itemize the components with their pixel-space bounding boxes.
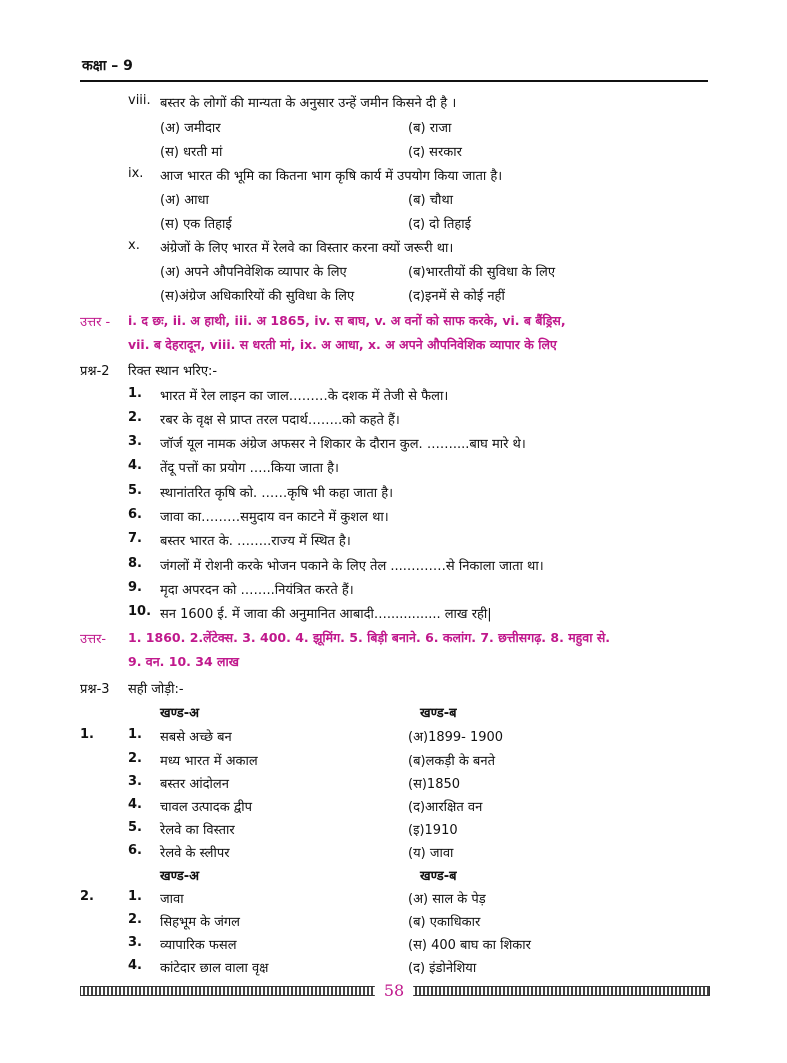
match-row-number: 4. xyxy=(128,797,142,812)
column-header-b: खण्ड-ब xyxy=(420,869,457,884)
match-item-a: चावल उत्पादक द्वीप xyxy=(160,800,253,815)
page-footer xyxy=(80,981,710,1000)
mcq-option: (स)अंग्रेज अधिकारियों की सुविधा के लिए xyxy=(160,289,355,304)
group-number: 1. xyxy=(80,727,94,742)
column-header-a: खण्ड-अ xyxy=(160,869,200,884)
match-row-number: 3. xyxy=(128,774,142,789)
match-row-number: 4. xyxy=(128,958,142,973)
match-item-a: रेलवे के स्लीपर xyxy=(160,846,230,861)
blank-item-text: रबर के वृक्ष से प्राप्त तरल पदार्थ……..को कहते हैं। xyxy=(160,413,400,428)
answer-label: उत्तर- xyxy=(80,632,107,647)
blank-item-text: तेंदू पत्तों का प्रयोग …..किया जाता है। xyxy=(160,461,339,476)
mcq-option: (द) दो तिहाई xyxy=(408,217,472,232)
match-item-b: (अ) साल के पेड़ xyxy=(408,892,486,907)
match-item-a: सबसे अच्छे बन xyxy=(160,730,232,745)
blank-item-text: जॉर्ज यूल नामक अंग्रेज अफसर ने शिकार के दौरान कुल. ……....बाघ मारे थे। xyxy=(160,437,526,452)
blank-item-text: बस्तर भारत के. ……..राज्य में स्थित है। xyxy=(160,534,351,549)
blank-item-text: जंगलों में रोशनी करके भोजन पकाने के लिए तेल ....………से निकाला जाता था। xyxy=(160,559,544,574)
blank-item-number: 5. xyxy=(128,483,142,498)
blank-item-number: 6. xyxy=(128,507,142,522)
match-item-a: बस्तर आंदोलन xyxy=(160,777,229,792)
match-item-b: (स) 400 बाघ का शिकार xyxy=(408,938,531,953)
mcq-option: (ब) राजा xyxy=(408,121,452,136)
mcq-option: (द) सरकार xyxy=(408,145,462,160)
blank-item-number: 7. xyxy=(128,531,142,546)
mcq-option: (द)इनमें से कोई नहीं xyxy=(408,289,505,304)
match-item-a: रेलवे का विस्तार xyxy=(160,823,235,838)
mcq-option: (स) एक तिहाई xyxy=(160,217,232,232)
blank-item-number: 8. xyxy=(128,556,142,571)
match-item-a: सिहभूम के जंगल xyxy=(160,915,240,930)
match-row-number: 6. xyxy=(128,843,142,858)
match-item-b: (द) इंडोनेशिया xyxy=(408,961,477,976)
blank-item-number: 4. xyxy=(128,458,142,473)
blank-item-number: 10. xyxy=(128,604,152,619)
footer-border-left xyxy=(80,986,376,996)
match-item-b: (ब)लकड़ी के बनते xyxy=(408,754,495,769)
mcq-option: (अ) अपने औपनिवेशिक व्यापार के लिए xyxy=(160,265,347,280)
match-row-number: 1. xyxy=(128,727,142,742)
question-label: प्रश्न-3 xyxy=(80,682,110,697)
question-label: प्रश्न-2 xyxy=(80,364,110,379)
mcq-number: x. xyxy=(128,238,140,253)
match-item-a: जावा xyxy=(160,892,184,907)
match-row-number: 1. xyxy=(128,889,142,904)
match-item-a: मध्य भारत में अकाल xyxy=(160,754,258,769)
mcq-question: अंग्रेजों के लिए भारत में रेलवे का विस्तार करना क्यों जरूरी था। xyxy=(160,241,454,256)
column-header-a: खण्ड-अ xyxy=(160,706,200,721)
answer-label: उत्तर - xyxy=(80,315,111,330)
match-item-b: (अ)1899- 1900 xyxy=(408,730,504,745)
question-title: सही जोड़ी:- xyxy=(128,682,184,697)
question-title: रिक्त स्थान भरिए:- xyxy=(128,364,218,379)
blank-item-text: स्थानांतरित कृषि को. ……कृषि भी कहा जाता है। xyxy=(160,486,394,501)
match-item-b: (द)आरक्षित वन xyxy=(408,800,483,815)
blank-item-number: 3. xyxy=(128,434,142,449)
match-item-a: कांटेदार छाल वाला वृक्ष xyxy=(160,961,269,976)
mcq-option: (ब) चौथा xyxy=(408,193,453,208)
group-number: 2. xyxy=(80,889,94,904)
blank-item-text: मृदा अपरदन को ……..नियंत्रित करते हैं। xyxy=(160,583,354,598)
mcq-option: (ब)भारतीयों की सुविधा के लिए xyxy=(408,265,556,280)
blank-item-text: जावा का………समुदाय वन काटने में कुशल था। xyxy=(160,510,389,525)
blank-item-number: 1. xyxy=(128,386,142,401)
mcq-option: (अ) आधा xyxy=(160,193,209,208)
mcq-option: (स) धरती मां xyxy=(160,145,223,160)
match-item-a: व्यापारिक फसल xyxy=(160,938,237,953)
mcq-option: (अ) जमीदार xyxy=(160,121,221,136)
match-row-number: 2. xyxy=(128,912,142,927)
answer-line: 9. वन. 10. 34 लाख xyxy=(128,654,239,669)
match-item-b: (इ)1910 xyxy=(408,823,458,838)
mcq-question: बस्तर के लोगों की मान्यता के अनुसार उन्हें जमीन किसने दी है । xyxy=(160,96,457,111)
header-rule xyxy=(80,80,708,82)
answer-line: i. द छः, ii. अ हाथी, iii. अ 1865, iv. स बाघ, v. अ वनों को साफ करके, vi. ब बैंड्रिस, xyxy=(128,313,566,328)
footer-border-right xyxy=(412,986,710,996)
blank-item-number: 2. xyxy=(128,410,142,425)
page-number: 58 xyxy=(374,978,414,1004)
mcq-number: ix. xyxy=(128,166,144,181)
column-header-b: खण्ड-ब xyxy=(420,706,457,721)
blank-item-text: भारत में रेल लाइन का जाल………के दशक में तेजी से फैला। xyxy=(160,389,449,404)
mcq-number: viii. xyxy=(128,93,151,108)
match-row-number: 2. xyxy=(128,751,142,766)
page-header-class: कक्षा – 9 xyxy=(82,58,133,74)
match-item-b: (ब) एकाधिकार xyxy=(408,915,481,930)
match-item-b: (स)1850 xyxy=(408,777,461,792)
answer-line: 1. 1860. 2.लेंटेक्स. 3. 400. 4. झूमिंग. 5. बिड़ी बनाने. 6. कलांग. 7. छत्तीसगढ़. 8. महुवा से. xyxy=(128,630,611,645)
match-item-b: (य) जावा xyxy=(408,846,454,861)
mcq-question: आज भारत की भूमि का कितना भाग कृषि कार्य में उपयोग किया जाता है। xyxy=(160,169,503,184)
match-row-number: 3. xyxy=(128,935,142,950)
blank-item-number: 9. xyxy=(128,580,142,595)
match-row-number: 5. xyxy=(128,820,142,835)
answer-line: vii. ब देहरादून, viii. स धरती मां, ix. अ आधा, x. अ अपने औपनिवेशिक व्यापार के लिए xyxy=(128,337,557,352)
blank-item-text: सन 1600 ई. में जावा की अनुमानित आबादी…............. लाख रही| xyxy=(160,607,492,622)
